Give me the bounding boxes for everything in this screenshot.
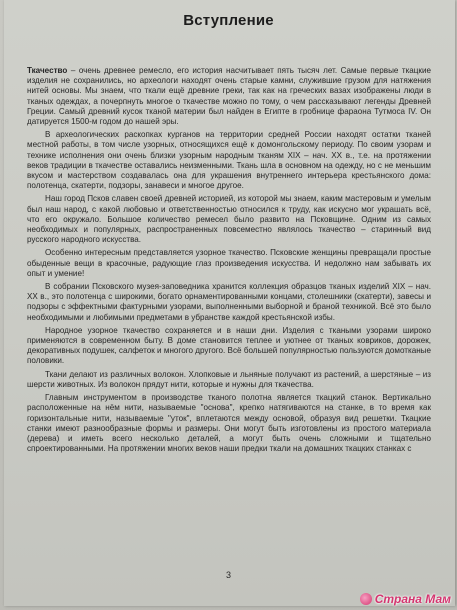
paragraph-text: Наш город Псков славен своей древней историей, из которой мы знаем, каким мастеровым и умелым был наш народ, с какой любовью и ответственностью относился к труду, как искусно мог украшать всё, что его окружало. Большое количество ремесел было развито на Псковщине. Одним из самых необходимых и популярных, распространенных повсеместно являлось ткачество – старинный вид русского народного искусства. — [27, 194, 431, 245]
paragraph-text: Главным инструментом в производстве тканого полотна является ткацкий станок. Вертикально расположенные на нём нити, называемые "основа", крепко натягиваются на станке, в то время как горизонтальные нити, называемые "уток", вплетаются между основой, образуя вид решетки. Ткацкие станки имеют разнообразные формы и размеры. Они могут быть изготовлены из простого материала (дерева) и иметь всего несколько деталей, а могут быть очень сложными и тщательно спроектированными. На протяжении многих веков наши предки ткали на домашних ткацких станках с — [27, 393, 431, 454]
paragraph — [27, 194, 431, 245]
body-text — [27, 66, 431, 454]
paragraph — [27, 282, 431, 323]
paragraph-lead: Ткачество — [27, 66, 68, 75]
paragraph — [27, 326, 431, 367]
paragraph — [27, 130, 431, 191]
watermark-logo-icon — [360, 593, 372, 605]
paragraph-text: Народное узорное ткачество сохраняется и в наши дни. Изделия с ткаными узорами широко применяются в современном быту. В доме становится теплее и уютнее от тканых ковриков, дорожек, декоративных подушек, салфеток и многого другого. Всё большей популярностью пользуются домотканые половики. — [27, 325, 431, 366]
watermark-text: Страна Мам — [374, 592, 451, 606]
paragraph-text: Ткани делают из различных волокон. Хлопковые и льняные получают из растений, а шерстяные – из шерсти животных. Из волокон прядут нити, которые и нужны для ткачества. — [27, 369, 431, 389]
paragraph — [27, 248, 431, 279]
paragraph — [27, 393, 431, 454]
paragraph-text: Особенно интересным представляется узорное ткачество. Псковские женщины превращали простые обыденные вещи в красочные, радующие глаз произведения искусства. И недолжно нам забывать их опыт и умение! — [27, 248, 431, 278]
paragraph — [27, 370, 431, 390]
page-number: 3 — [225, 570, 231, 580]
paragraph-text: – очень древнее ремесло, его история насчитывает пять тысяч лет. Самые первые ткацкие изделия не сохранились, но археологи находят очень старые камни, служившие грузом для натяжения нитей основы. Мы знаем, что ткали ещё древние греки, так как на греческих вазах изображены люди в тканых одеждах, а почерпнуть многое о ткачестве можно по тому, о чем рассказывают легенды Древней Греции. Самый древний кусок тканой материи был найден в Египте в гробнице фараона Тутмоса IV. Он датируется 1500-м годом до нашей эры. — [27, 66, 431, 127]
watermark — [360, 592, 451, 606]
paragraph-text: В археологических раскопках курганов на территории средней России находят остатки тканей местной работы, в том числе узорных, относящихся ещё к домонгольскому периоду. По своим узорам и технике исполнения они очень близки узорным народным тканям XIX – нач. XX в., т.е. на протяжении веков традиции в ткачестве оставались неизменными. Ткань шла в основном на одежду, но с не меньшим вкусом и мастерством создавалась она для украшения внутреннего интерьера крестьянского дома: полотенца, скатерти, подзоры, занавеси и многое другое. — [27, 130, 431, 191]
page-title: Вступление — [183, 12, 274, 29]
paragraph — [27, 66, 431, 127]
paragraph-text: В собрании Псковского музея-заповедника хранится коллекция образцов тканых изделий XIX – нач. XX в., это полотенца с широкими, богато орнаментированными концами, столешники (скатерти), завесы и подзоры с эффектными фактурными узорами, выполненными выборной и браной техникой. Всё это было необходимыми и любимыми предметами в убранстве каждой крестьянской избы. — [27, 282, 431, 322]
